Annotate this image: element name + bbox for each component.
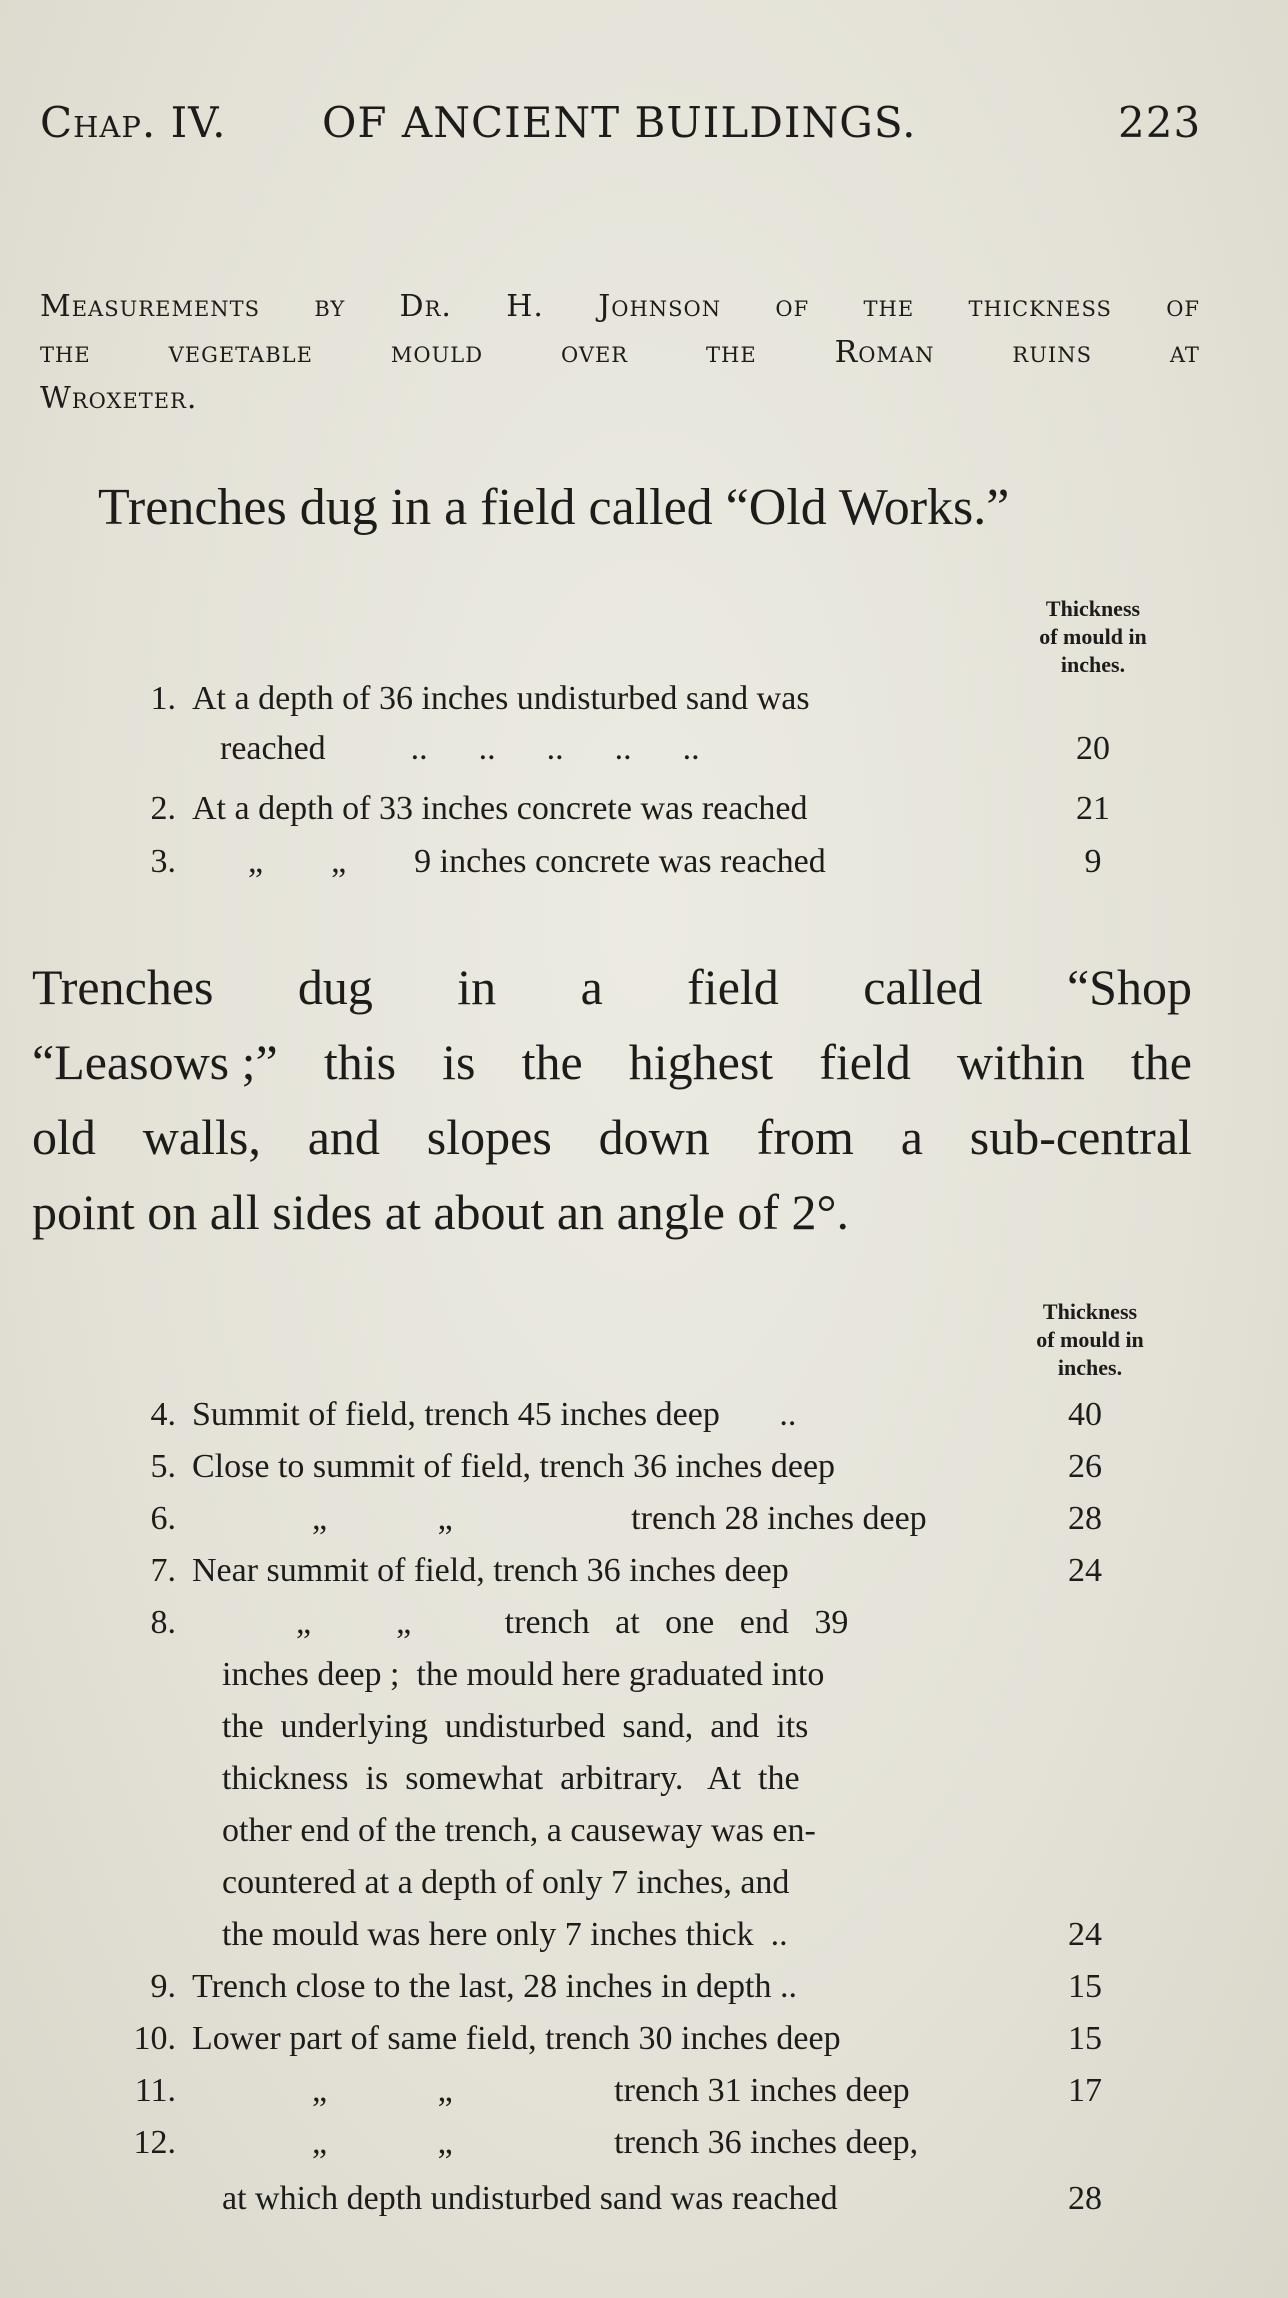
entry-text: the underlying undisturbed sand, and its [222, 1708, 809, 1745]
heading-word: highest [628, 1034, 774, 1090]
entry-text: „ „ 9 inches concrete was reached [248, 843, 826, 880]
heading-word: Trenches [32, 959, 214, 1015]
heading-word: the [521, 1034, 583, 1090]
entry-number: 10. [133, 2020, 176, 2057]
column-header-line: inches. [1057, 1355, 1123, 1380]
heading-word: from [756, 1109, 854, 1165]
heading-word: is [442, 1034, 476, 1090]
entry-text: Lower part of same field, trench 30 inches deep [192, 2020, 841, 2057]
heading-word: the [40, 335, 91, 370]
entry-text: reached .. .. .. .. .. [220, 730, 700, 767]
thickness-value: 17 [1068, 2072, 1102, 2109]
measurements-heading-line-1 [40, 284, 1200, 330]
entry-number: 8. [150, 1604, 176, 1641]
entry-text: at which depth undisturbed sand was reached [222, 2180, 838, 2217]
entry-number: 9. [150, 1968, 176, 2005]
column-header-line: inches. [1060, 652, 1126, 677]
heading-word: walls, [142, 1109, 261, 1165]
entry-text: other end of the trench, a causeway was en- [222, 1812, 816, 1849]
thickness-value: 28 [1068, 1500, 1102, 1537]
column-header-line: Thickness [1042, 1299, 1138, 1324]
heading-word: field [819, 1034, 911, 1090]
entry-text: „ „ trench 28 inches deep [312, 1500, 927, 1537]
heading-word: over [560, 335, 629, 370]
measurements-heading-line-2 [40, 330, 1200, 376]
section-2-heading-line-1 [32, 950, 1192, 1025]
heading-word: down [598, 1109, 710, 1165]
thickness-value: 24 [1068, 1916, 1102, 1953]
section-2-heading-line-2 [32, 1025, 1192, 1100]
thickness-value: 15 [1068, 2020, 1102, 2057]
entry-number: 1. [150, 680, 176, 717]
heading-word: vegetable [168, 335, 313, 370]
heading-word: “Leasows ;” [32, 1034, 278, 1090]
measurements-heading [40, 284, 1200, 422]
heading-word: Dr. [399, 289, 452, 324]
thickness-value: 21 [1076, 790, 1110, 827]
entry-text: „ „ trench 36 inches deep, [312, 2124, 919, 2161]
thickness-value: 9 [1084, 843, 1102, 880]
entry-number: 5. [150, 1448, 176, 1485]
heading-word: H. [506, 289, 544, 324]
entry-text: At a depth of 33 inches concrete was reached [192, 790, 808, 827]
thickness-value: 24 [1068, 1552, 1102, 1589]
column-header-line: Thickness [1045, 596, 1141, 621]
heading-word: ruins [1012, 335, 1092, 370]
section-2-column-header [1000, 1298, 1180, 1382]
heading-word: field [687, 959, 779, 1015]
heading-word: sub-central [969, 1109, 1192, 1165]
heading-word: old [32, 1109, 96, 1165]
section-1-heading: Trenches dug in a field called “Old Works.” [98, 479, 1010, 536]
running-title: OF ANCIENT BUILDINGS. [322, 98, 917, 147]
thickness-value: 20 [1076, 730, 1110, 767]
entry-text: At a depth of 36 inches undisturbed sand was [192, 680, 810, 717]
heading-word: the [706, 335, 757, 370]
entry-text: Summit of field, trench 45 inches deep .. [192, 1396, 797, 1433]
entry-text: Trench close to the last, 28 inches in depth .. [192, 1968, 797, 2005]
section-2-heading-line-4: point on all sides at about an angle of 2°. [32, 1184, 850, 1240]
thickness-value: 26 [1068, 1448, 1102, 1485]
thickness-value: 15 [1068, 1968, 1102, 2005]
heading-word: at [1169, 335, 1200, 370]
heading-word: Measurements [40, 289, 261, 324]
entry-text: inches deep ; the mould here graduated into [222, 1656, 825, 1693]
heading-word: a [580, 959, 603, 1015]
heading-word: a [900, 1109, 923, 1165]
section-1-column-header [1003, 595, 1183, 679]
heading-word: by [314, 289, 346, 324]
entry-number: 11. [134, 2072, 176, 2109]
entry-text: the mould was here only 7 inches thick .. [222, 1916, 788, 1953]
entry-number: 12. [133, 2124, 176, 2161]
heading-word: mould [390, 335, 484, 370]
heading-word: the [1130, 1034, 1192, 1090]
heading-word: dug [297, 959, 373, 1015]
column-header-line: of mould in [1039, 624, 1147, 649]
column-header-line: of mould in [1036, 1327, 1144, 1352]
section-2-heading-line-3 [32, 1100, 1192, 1175]
heading-word: of [1166, 289, 1200, 324]
heading-word: Roman [834, 335, 935, 370]
entry-number: 4. [150, 1396, 176, 1433]
heading-word: in [457, 959, 497, 1015]
entry-number: 7. [150, 1552, 176, 1589]
heading-word: “Shop [1066, 959, 1192, 1015]
heading-word: Johnson [598, 289, 722, 324]
measurements-heading-line-3: Wroxeter. [40, 381, 198, 416]
entry-number: 2. [150, 790, 176, 827]
thickness-value: 40 [1068, 1396, 1102, 1433]
heading-word: and [307, 1109, 380, 1165]
heading-word: the [863, 289, 915, 324]
entry-text: Close to summit of field, trench 36 inches deep [192, 1448, 836, 1485]
heading-word: this [323, 1034, 397, 1090]
entry-text: countered at a depth of only 7 inches, and [222, 1864, 790, 1901]
heading-word: within [956, 1034, 1085, 1090]
entry-text: Near summit of field, trench 36 inches deep [192, 1552, 789, 1589]
heading-word: thickness [968, 289, 1112, 324]
heading-word: called [863, 959, 983, 1015]
section-2-heading [32, 950, 1192, 1250]
entry-text: „ „ trench at one end 39 [296, 1604, 849, 1641]
entry-number: 6. [150, 1500, 176, 1537]
heading-word: of [775, 289, 810, 324]
entry-text: thickness is somewhat arbitrary. At the [222, 1760, 800, 1797]
heading-word: slopes [426, 1109, 552, 1165]
chapter-label: Chap. IV. [40, 98, 227, 147]
entry-number: 3. [150, 843, 176, 880]
entry-text: „ „ trench 31 inches deep [312, 2072, 910, 2109]
page-number: 223 [1118, 98, 1202, 147]
thickness-value: 28 [1068, 2180, 1102, 2217]
